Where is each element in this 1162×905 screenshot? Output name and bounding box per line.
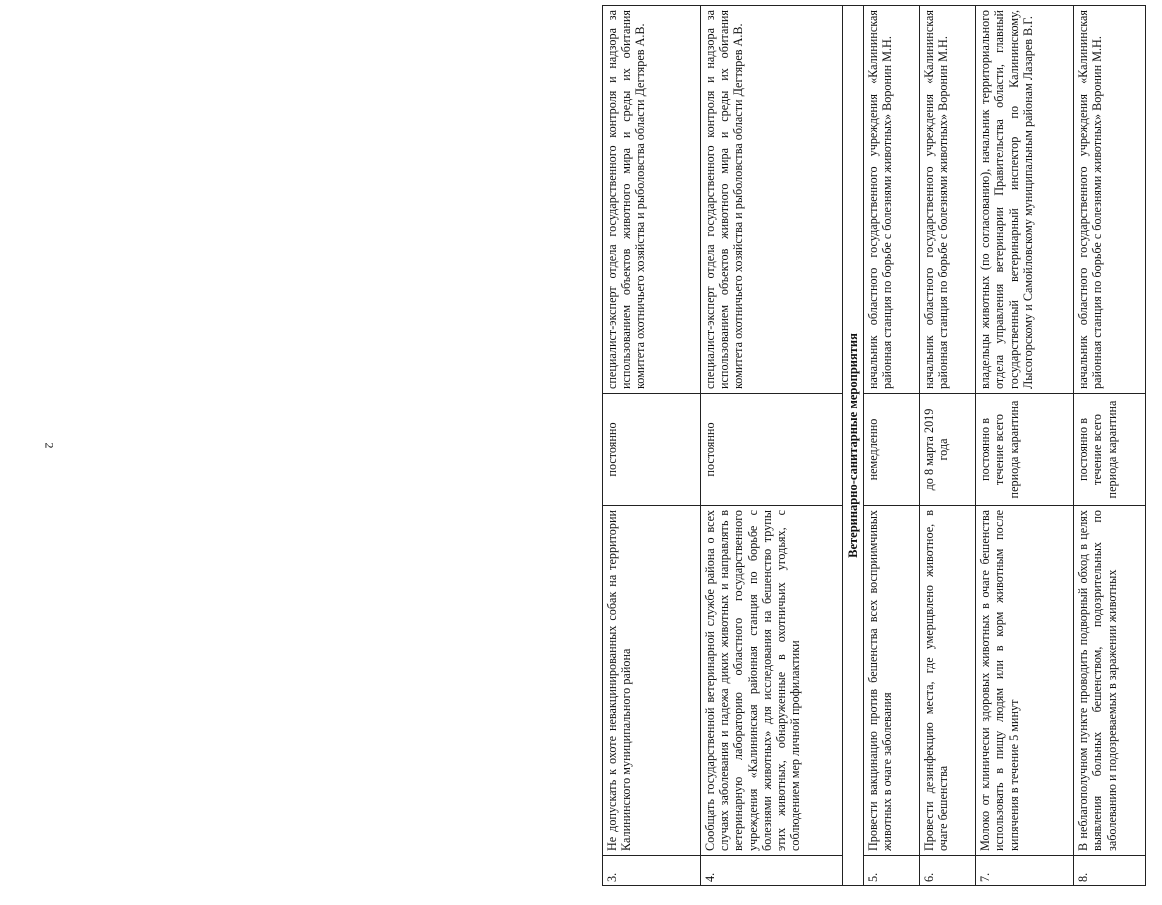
row-number: 4.	[701, 856, 843, 886]
row-number: 3.	[603, 856, 701, 886]
date-cell: постоянно в течение всего периода карантина	[976, 394, 1074, 506]
measure-cell: В неблагополучном пункте проводить подворный обход в целях выявления больных бешенством, подозрительных по заболеванию и подозреваемых в заражении животных	[1074, 506, 1146, 856]
table-row	[701, 6, 843, 886]
row-number: 8.	[1074, 856, 1146, 886]
date-cell: постоянно	[701, 394, 843, 506]
responsible-cell: начальник областного государственного учреждения «Калининская районная станция по борьбе с болезнями животных» Воронин М.Н.	[1074, 6, 1146, 394]
rotated-table-container	[602, 6, 1162, 886]
table-row	[603, 6, 701, 886]
measure-cell: Молоко от клинически здоровых животных в очаге бешенства использовать в пищу людям или в корм животным после кипячения в течение 5 минут	[976, 506, 1074, 856]
measure-cell: Провести дезинфекцию места, где умерщвлено животное, в очаге бешенства	[920, 506, 976, 856]
measures-table	[602, 5, 1146, 886]
responsible-cell: начальник областного государственного учреждения «Калининская районная станция по борьбе с болезнями животных» Воронин М.Н.	[864, 6, 920, 394]
table-row	[920, 6, 976, 886]
table-row	[1074, 6, 1146, 886]
measure-cell: Сообщать государственной ветеринарной службе района о всех случаях заболевания и падежа диких животных и направлять в ветеринарную лабораторию областного государственного учреждения «Калининская районная станция по борьбе с болезнями животных» для исследования на бешенство трупы этих животных, обнаруженные в охотничьих угодьях, с соблюдением мер личной профилактики	[701, 506, 843, 856]
row-number: 6.	[920, 856, 976, 886]
date-cell: постоянно	[603, 394, 701, 506]
date-cell: немедленно	[864, 394, 920, 506]
page-number: 2	[42, 442, 57, 449]
row-number: 7.	[976, 856, 1074, 886]
measure-cell: Не допускать к охоте невакцинированных собак на территории Калининского муниципального района	[603, 506, 701, 856]
section-row	[843, 6, 864, 886]
date-cell: до 8 марта 2019 года	[920, 394, 976, 506]
responsible-cell: специалист-эксперт отдела государственного контроля и надзора за использованием объектов животного мира и среды их обитания комитета охотничьего хозяйства и рыболовства области Дегтярев А.В.	[603, 6, 701, 394]
date-cell: постоянно в течение всего периода карантина	[1074, 394, 1146, 506]
responsible-cell: владельцы животных (по согласованию), начальник территориального отдела управления ветеринарии Правительства области, главный государственный ветеринарный инспектор по Калининскому, Лысогорскому и Самойловскому муниципальным районам Лазарев В.Г.	[976, 6, 1074, 394]
measure-cell: Провести вакцинацию против бешенства всех восприимчивых животных в очаге заболевания	[864, 506, 920, 856]
table-row	[976, 6, 1074, 886]
responsible-cell: начальник областного государственного учреждения «Калининская районная станция по борьбе с болезнями животных» Воронин М.Н.	[920, 6, 976, 394]
table-row	[864, 6, 920, 886]
responsible-cell: специалист-эксперт отдела государственного контроля и надзора за использованием объектов животного мира и среды их обитания комитета охотничьего хозяйства и рыболовства области Дегтярев А.В.	[701, 6, 843, 394]
row-number: 5.	[864, 856, 920, 886]
section-heading: Ветеринарно-санитарные мероприятия	[843, 6, 864, 886]
